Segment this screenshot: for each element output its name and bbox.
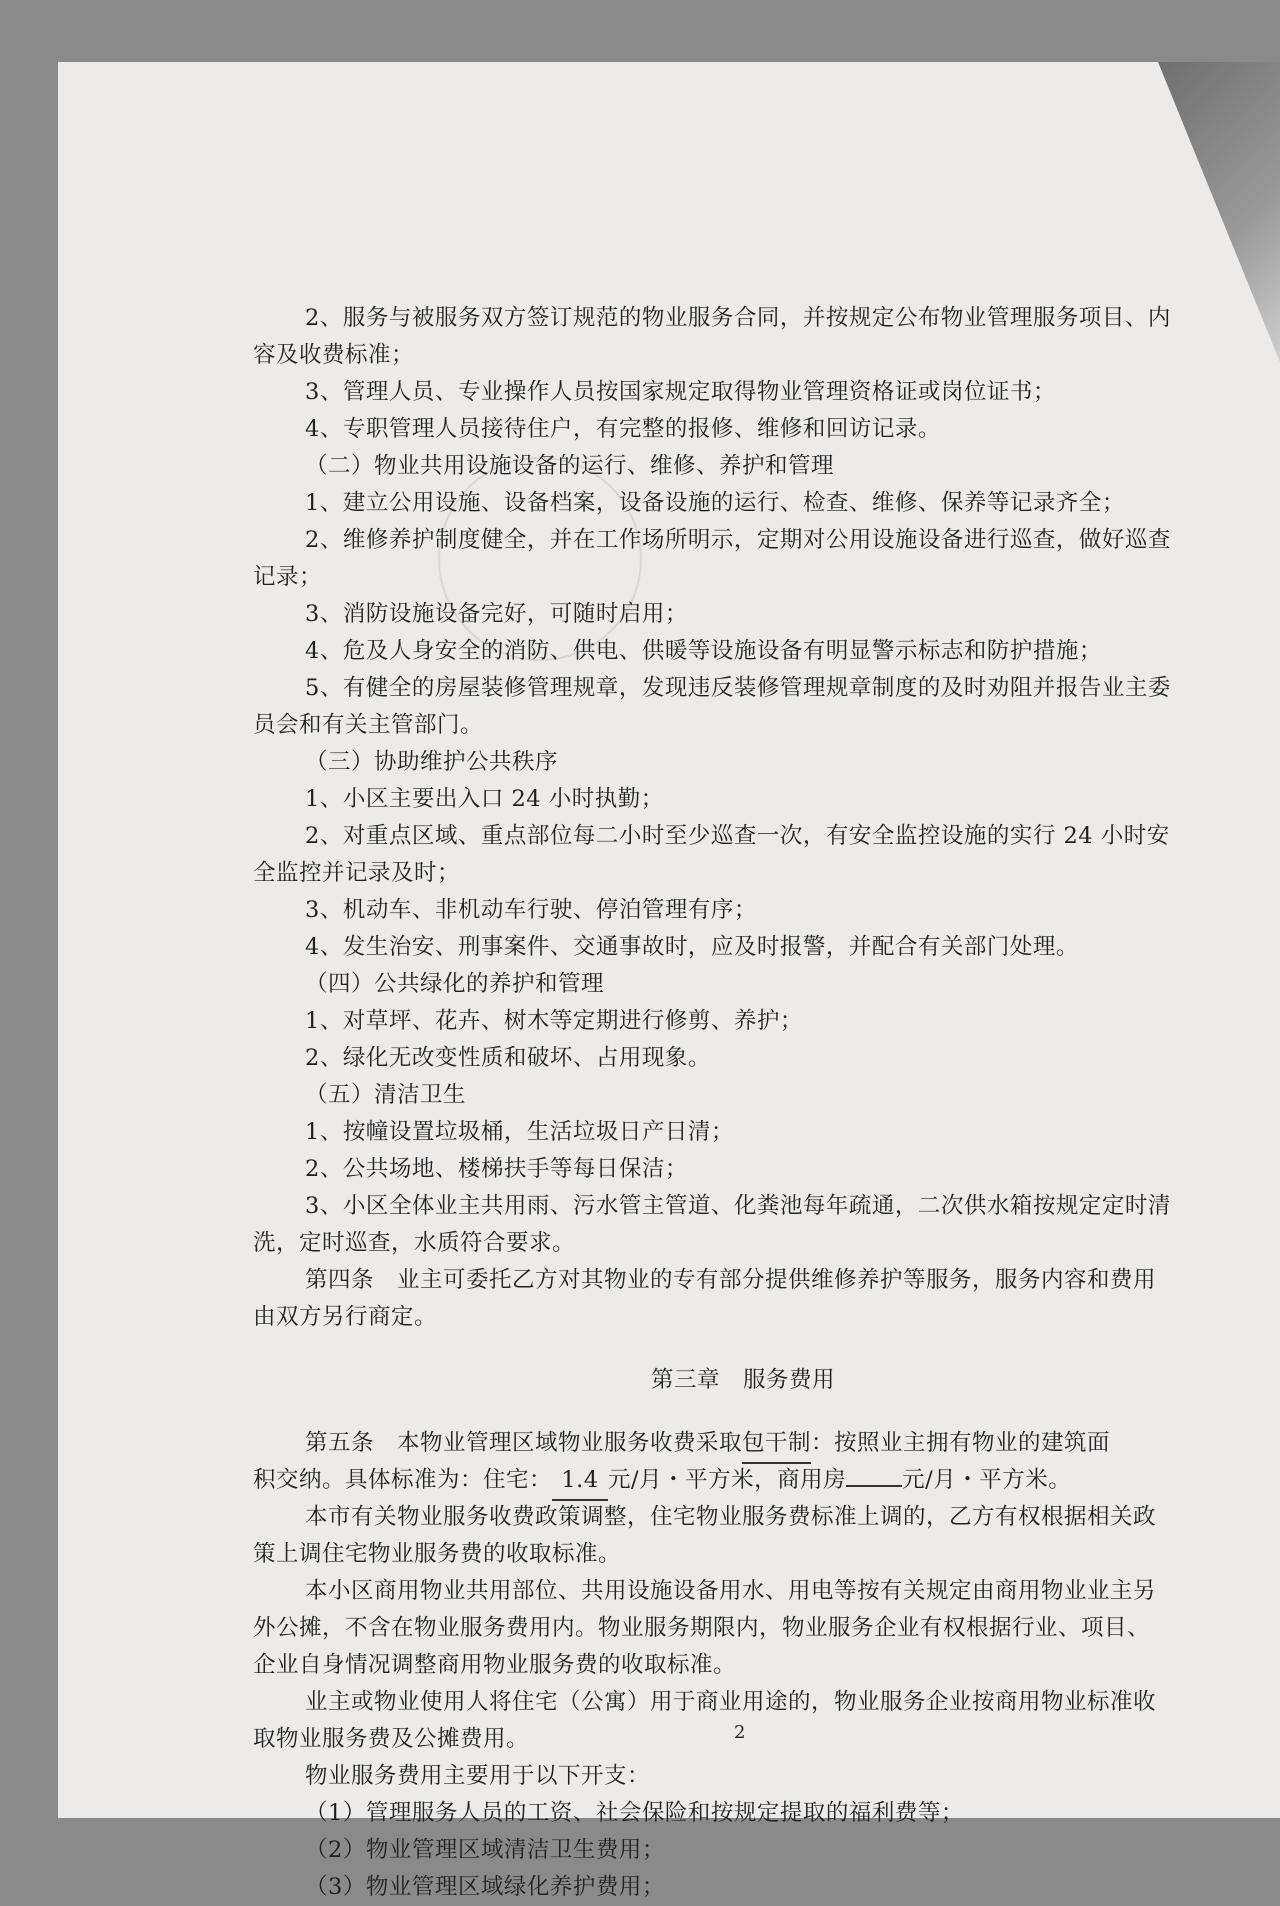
article-5-text: 第五条 本物业管理区域物业服务收费采取 <box>305 1430 743 1456</box>
section-heading: （三）协助维护公共秩序 <box>305 749 559 775</box>
text-line: 由双方另行商定。 <box>253 1304 438 1330</box>
article-5-text: 元/月・平方米，商用房 <box>608 1467 847 1493</box>
text-line: 取物业服务费及公摊费用。 <box>253 1726 530 1752</box>
text-line: 策上调住宅物业服务费的收取标准。 <box>253 1541 622 1567</box>
document-page <box>58 62 1280 1900</box>
text-line: 4、危及人身安全的消防、供电、供暖等设施设备有明显警示标志和防护措施； <box>305 638 1102 664</box>
text-line: 1、对草坪、花卉、树木等定期进行修剪、养护； <box>305 1008 803 1034</box>
text-line: 容及收费标准； <box>253 342 415 368</box>
contract-body <box>253 300 1233 1906</box>
text-line: 2、绿化无改变性质和破坏、占用现象。 <box>305 1045 711 1071</box>
text-line: 2、公共场地、楼梯扶手等每日保洁； <box>305 1156 688 1182</box>
text-line: 本市有关物业服务收费政策调整，住宅物业服务费标准上调的，乙方有权根据相关政 <box>305 1504 1157 1530</box>
article-4: 第四条 业主可委托乙方对其物业的专有部分提供维修养护等服务，服务内容和费用 <box>305 1267 1157 1293</box>
page-number: 2 <box>734 1722 746 1743</box>
section-heading: （五）清洁卫生 <box>305 1082 467 1108</box>
text-line: 1、建立公用设施、设备档案，设备设施的运行、检查、维修、保养等记录齐全； <box>305 490 1125 516</box>
text-line: 记录； <box>253 564 323 590</box>
article-5 <box>253 1425 1233 1462</box>
article-5-text: 积交纳。具体标准为：住宅： <box>253 1467 553 1493</box>
text-line: 1、按幢设置垃圾桶，生活垃圾日产日清； <box>305 1119 734 1145</box>
section-heading: （四）公共绿化的养护和管理 <box>305 971 605 997</box>
text-line: 业主或物业使用人将住宅（公寓）用于商业用途的，物业服务企业按商用物业标准收 <box>305 1689 1157 1715</box>
text-line: 本小区商用物业共用部位、共用设施设备用水、用电等按有关规定由商用物业业主另 <box>305 1578 1157 1604</box>
text-line: 5、有健全的房屋装修管理规章，发现违反装修管理规章制度的及时劝阻并报告业主委 <box>305 675 1171 701</box>
text-line: 4、发生治安、刑事案件、交通事故时，应及时报警，并配合有关部门处理。 <box>305 934 1079 960</box>
list-item: （3）物业管理区域绿化养护费用； <box>305 1874 665 1900</box>
text-line: 洗，定时巡查，水质符合要求。 <box>253 1230 576 1256</box>
chapter-heading: 第三章 服务费用 <box>650 1367 835 1393</box>
text-line: 3、小区全体业主共用雨、污水管主管道、化粪池每年疏通，二次供水箱按规定定时清 <box>305 1193 1171 1219</box>
text-line: 1、小区主要出入口 24 小时执勤； <box>305 786 664 812</box>
text-line: 全监控并记录及时； <box>253 860 461 886</box>
text-line: 2、对重点区域、重点部位每二小时至少巡查一次，有安全监控设施的实行 24 小时安 <box>305 823 1170 849</box>
text-line: 4、专职管理人员接待住户，有完整的报修、维修和回访记录。 <box>305 416 941 442</box>
text-line: 物业服务费用主要用于以下开支： <box>305 1763 651 1789</box>
text-line: 企业自身情况调整商用物业服务费的收取标准。 <box>253 1652 737 1678</box>
fee-mode: 包干制 <box>742 1425 811 1464</box>
text-line: 外公摊，不含在物业服务费用内。物业服务期限内，物业服务企业有权根据行业、项目、 <box>253 1615 1151 1641</box>
text-line: 员会和有关主管部门。 <box>253 712 484 738</box>
text-line: 3、消防设施设备完好，可随时启用； <box>305 601 688 627</box>
article-5-text: 元/月・平方米。 <box>902 1467 1072 1493</box>
commercial-price <box>846 1485 902 1487</box>
list-item: （1）管理服务人员的工资、社会保险和按规定提取的福利费等； <box>305 1800 964 1826</box>
text-line: 3、机动车、非机动车行驶、停泊管理有序； <box>305 897 757 923</box>
list-item: （2）物业管理区域清洁卫生费用； <box>305 1837 665 1863</box>
article-5-text: ：按照业主拥有物业的建筑面 <box>811 1430 1111 1456</box>
text-line: 2、服务与被服务双方签订规范的物业服务合同，并按规定公布物业管理服务项目、内 <box>305 305 1171 331</box>
text-line: 2、维修养护制度健全，并在工作场所明示，定期对公用设施设备进行巡查，做好巡查 <box>305 527 1171 553</box>
article-5-rates <box>253 1462 1233 1499</box>
section-heading: （二）物业共用设施设备的运行、维修、养护和管理 <box>305 453 835 479</box>
residential-price: 1.4 <box>552 1462 608 1501</box>
text-line: 3、管理人员、专业操作人员按国家规定取得物业管理资格证或岗位证书； <box>305 379 1056 405</box>
